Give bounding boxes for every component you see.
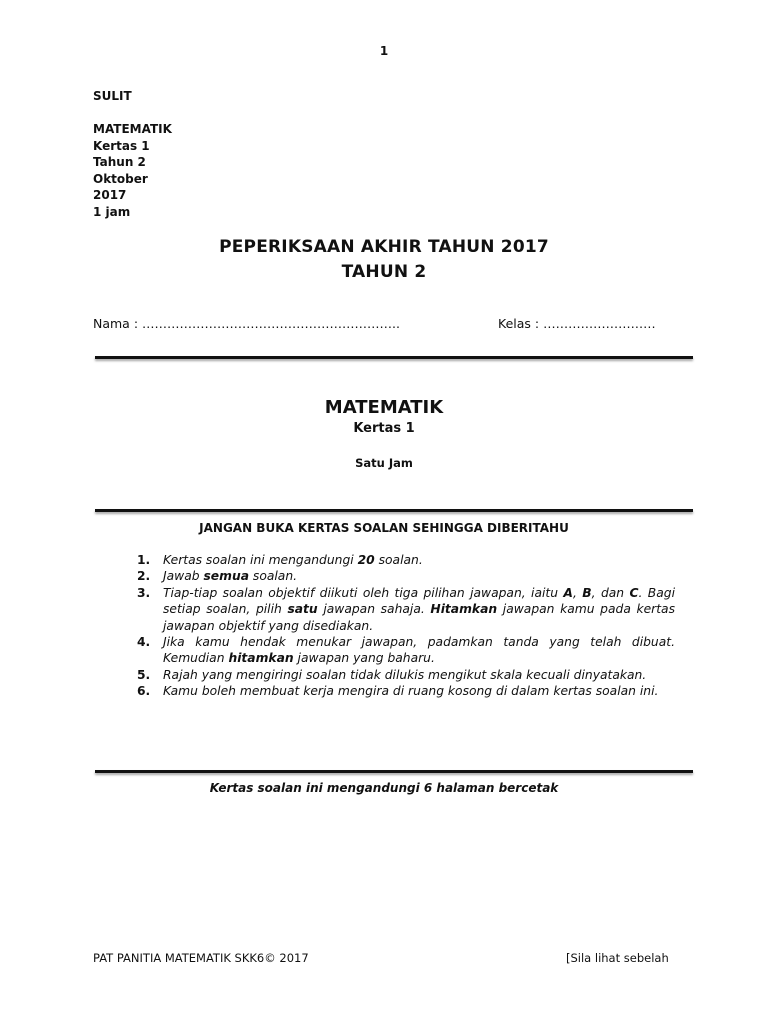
- instruction-emphasis: C: [629, 585, 639, 600]
- instruction-item: [137, 683, 675, 699]
- instruction-number: 3.: [137, 585, 151, 600]
- page-number: 1: [379, 44, 389, 58]
- instruction-emphasis: A: [563, 585, 573, 600]
- student-info-row: [93, 316, 675, 331]
- paper-meta-block: [93, 88, 172, 220]
- divider-middle: [95, 509, 693, 512]
- instruction-text: Tiap-tiap soalan objektif diikuti oleh tiga pilihan jawapan, iaitu: [163, 585, 564, 600]
- exam-title: PEPERIKSAAN AKHIR TAHUN 2017: [219, 237, 549, 257]
- instruction-text: jawapan kamu pada kertas jawapan objektif yang disediakan.: [163, 602, 676, 633]
- warning-heading: JANGAN BUKA KERTAS SOALAN SEHINGGA DIBERITAHU: [199, 521, 569, 535]
- instruction-number: 5.: [137, 667, 151, 682]
- instruction-emphasis: B: [582, 585, 592, 600]
- meta-duration: 1 jam: [93, 204, 131, 219]
- instruction-number: 1.: [137, 553, 151, 567]
- meta-spacer: [93, 105, 172, 122]
- instruction-text: Kamu boleh membuat kerja mengira di ruang kosong di dalam kertas soalan ini.: [163, 684, 659, 699]
- instructions-list: [137, 552, 675, 700]
- instruction-text: , dan: [591, 585, 630, 600]
- footer-copyright: PAT PANITIA MATEMATIK SKK6© 2017: [93, 951, 309, 965]
- instruction-item: [137, 585, 675, 634]
- duration-label: Satu Jam: [355, 456, 413, 470]
- instruction-text: Jawab: [163, 569, 204, 584]
- instruction-text: . Bagi setiap soalan, pilih: [163, 585, 675, 617]
- instruction-emphasis: 20: [357, 553, 375, 567]
- nama-field[interactable]: Nama : ……………………………………………………..: [93, 316, 400, 331]
- meta-subject: MATEMATIK: [93, 122, 172, 136]
- instruction-number: 6.: [137, 684, 151, 699]
- meta-year-level: Tahun 2: [93, 155, 146, 169]
- instruction-text: jawapan sahaja.: [317, 602, 431, 617]
- instruction-text: soalan.: [249, 569, 298, 584]
- instruction-text: Kertas soalan ini mengandungi: [163, 553, 358, 567]
- footer-turn-over: [Sila lihat sebelah: [566, 951, 669, 965]
- subject-title: MATEMATIK: [324, 397, 444, 418]
- instruction-number: 4.: [137, 635, 151, 650]
- instruction-text: Rajah yang mengiringi soalan tidak dilukis mengikut skala kecuali dinyatakan.: [163, 667, 647, 682]
- instruction-item: [137, 667, 675, 683]
- meta-year: 2017: [93, 188, 127, 202]
- instruction-emphasis: hitamkan: [228, 651, 294, 666]
- instruction-text: ,: [572, 585, 583, 600]
- paper-label: Kertas 1: [353, 421, 415, 436]
- kelas-field[interactable]: Kelas : ………………………: [498, 316, 656, 331]
- meta-month: Oktober: [93, 171, 148, 186]
- instruction-emphasis: Hitamkan: [430, 602, 498, 617]
- instruction-emphasis: satu: [287, 602, 318, 617]
- meta-classification: SULIT: [93, 89, 132, 103]
- instruction-text: soalan.: [374, 553, 423, 567]
- divider-top: [95, 356, 693, 359]
- instruction-number: 2.: [137, 569, 151, 584]
- page-count-note: Kertas soalan ini mengandungi 6 halaman bercetak: [209, 781, 559, 795]
- meta-paper: Kertas 1: [93, 138, 150, 153]
- instruction-item: [137, 552, 675, 568]
- exam-level: TAHUN 2: [341, 262, 427, 282]
- instruction-emphasis: semua: [203, 569, 250, 584]
- instruction-item: [137, 634, 675, 667]
- instruction-text: Jika kamu hendak menukar jawapan, padamkan tanda yang telah dibuat. Kemudian: [163, 635, 675, 666]
- instruction-item: [137, 568, 675, 584]
- divider-bottom: [95, 770, 693, 773]
- instruction-text: jawapan yang baharu.: [293, 651, 435, 666]
